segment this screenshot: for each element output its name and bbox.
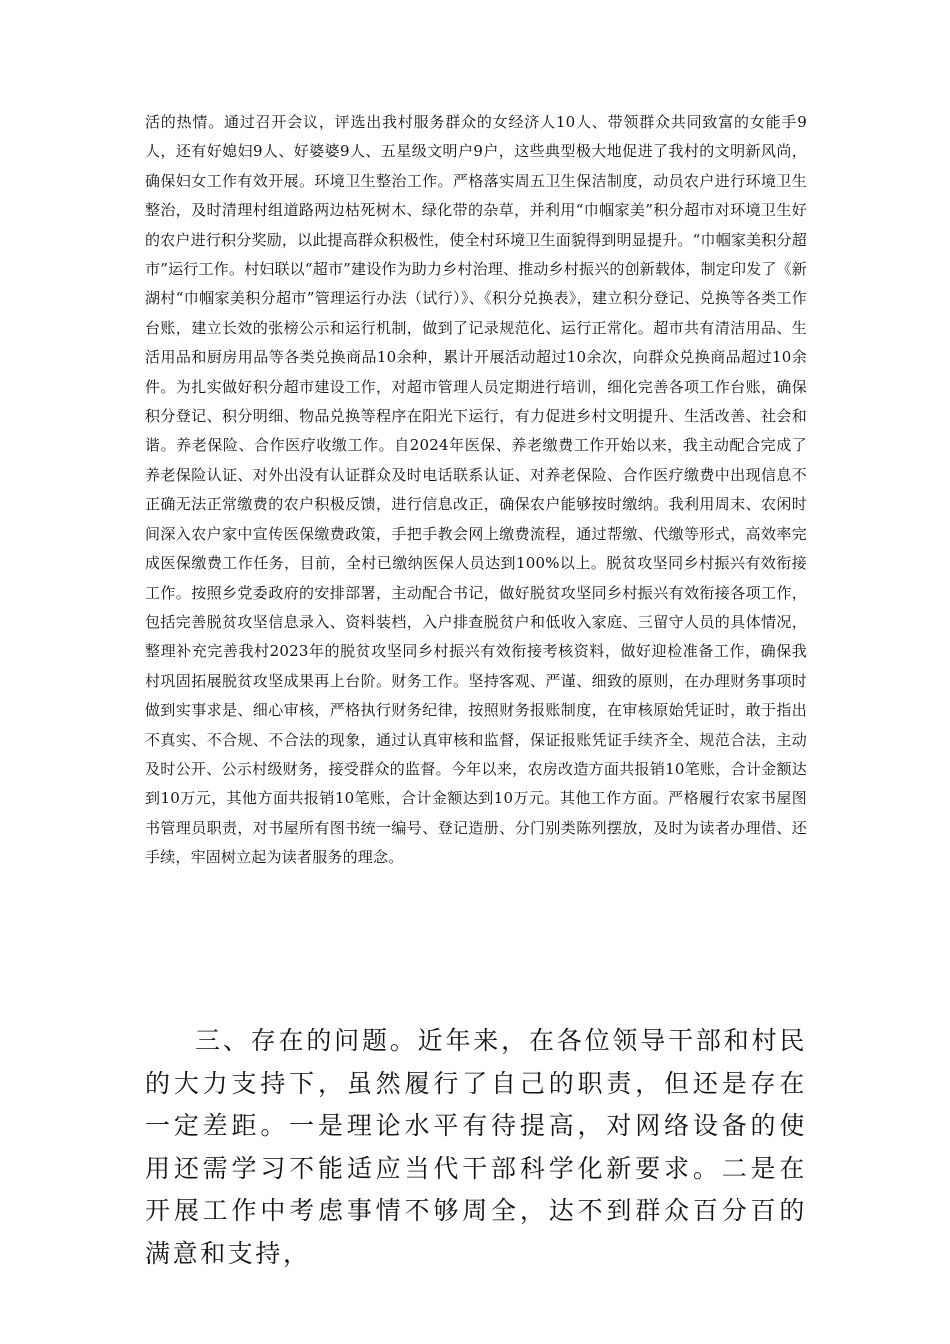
body-paragraph-existing-problems: 三、存在的问题。近年来，在各位领导干部和村民的大力支持下，虽然履行了自己的职责，但还是存在一定差距。一是理论水平有待提高，对网络设备的使用还需学习不能适应当代干部科学化新要求。二是在开展工作中考虑事情不够周全，达不到群众百分百的满意和支持， [145, 1026, 807, 1268]
body-paragraph-work-summary: 活的热情。通过召开会议，评选出我村服务群众的女经济人10人、带领群众共同致富的女能手9人，还有好媳妇9人、好婆婆9人、五星级文明户9户，这些典型极大地促进了我村的文明新风尚，确保妇女工作有效开展。环境卫生整治工作。严格落实周五卫生保洁制度，动员农户进行环境卫生整治，及时清理村组道路两边枯死树木、绿化带的杂草，并利用“巾帼家美”积分超市对环境卫生好的农户进行积分奖励，以此提高群众积极性，使全村环境卫生面貌得到明显提升。“巾帼家美积分超市”运行工作。村妇联以“超市”建设作为助力乡村治理、推动乡村振兴的创新载体，制定印发了《新湖村“巾帼家美积分超市”管理运行办法（试行）》、《积分兑换表》，建立积分登记、兑换等各类工作台账，建立长效的张榜公示和运行机制，做到了记录规范化、运行正常化。超市共有清洁用品、生活用品和厨房用品等各类兑换商品10余种，累计开展活动超过10余次，向群众兑换商品超过10余件。为扎实做好积分超市建设工作，对超市管理人员定期进行培训，细化完善各项工作台账，确保积分登记、积分明细、物品兑换等程序在阳光下运行，有力促进乡村文明提升、生活改善、社会和谐。养老保险、合作医疗收缴工作。自2024年医保、养老缴费工作开始以来，我主动配合完成了养老保险认证、对外出没有认证群众及时电话联系认证、对养老保险、合作医疗缴费中出现信息不正确无法正常缴费的农户积极反馈，进行信息改正，确保农户能够按时缴纳。我利用周末、农闲时间深入农户家中宣传医保缴费政策，手把手教会网上缴费流程，通过帮缴、代缴等形式，高效率完成医保缴费工作任务，目前，全村已缴纳医保人员达到100%以上。脱贫攻坚同乡村振兴有效衔接工作。按照乡党委政府的安排部署，主动配合书记，做好脱贫攻坚同乡村振兴有效衔接各项工作，包括完善脱贫攻坚信息录入、资料装档，入户排查脱贫户和低收入家庭、三留守人员的具体情况，整理补充完善我村2023年的脱贫攻坚同乡村振兴有效衔接考核资料，做好迎检准备工作，确保我村巩固拓展脱贫攻坚成果再上台阶。财务工作。坚持客观、严谨、细致的原则，在办理财务事项时做到实事求是、细心审核，严格执行财务纪律，按照财务报账制度，在审核原始凭证时，敢于指出不真实、不合规、不合法的现象，通过认真审核和监督，保证报账凭证手续齐全、规范合法，主动及时公开、公示村级财务，接受群众的监督。今年以来，农房改造方面共报销10笔账，合计金额达到10万元，其他方面共报销10笔账，合计金额达到10万元。其他工作方面。严格履行农家书屋图书管理员职责，对书屋所有图书统一编号、登记造册、分门别类陈列摆放，及时为读者办理借、还手续，牢固树立起为读者服务的理念。 [145, 113, 808, 867]
